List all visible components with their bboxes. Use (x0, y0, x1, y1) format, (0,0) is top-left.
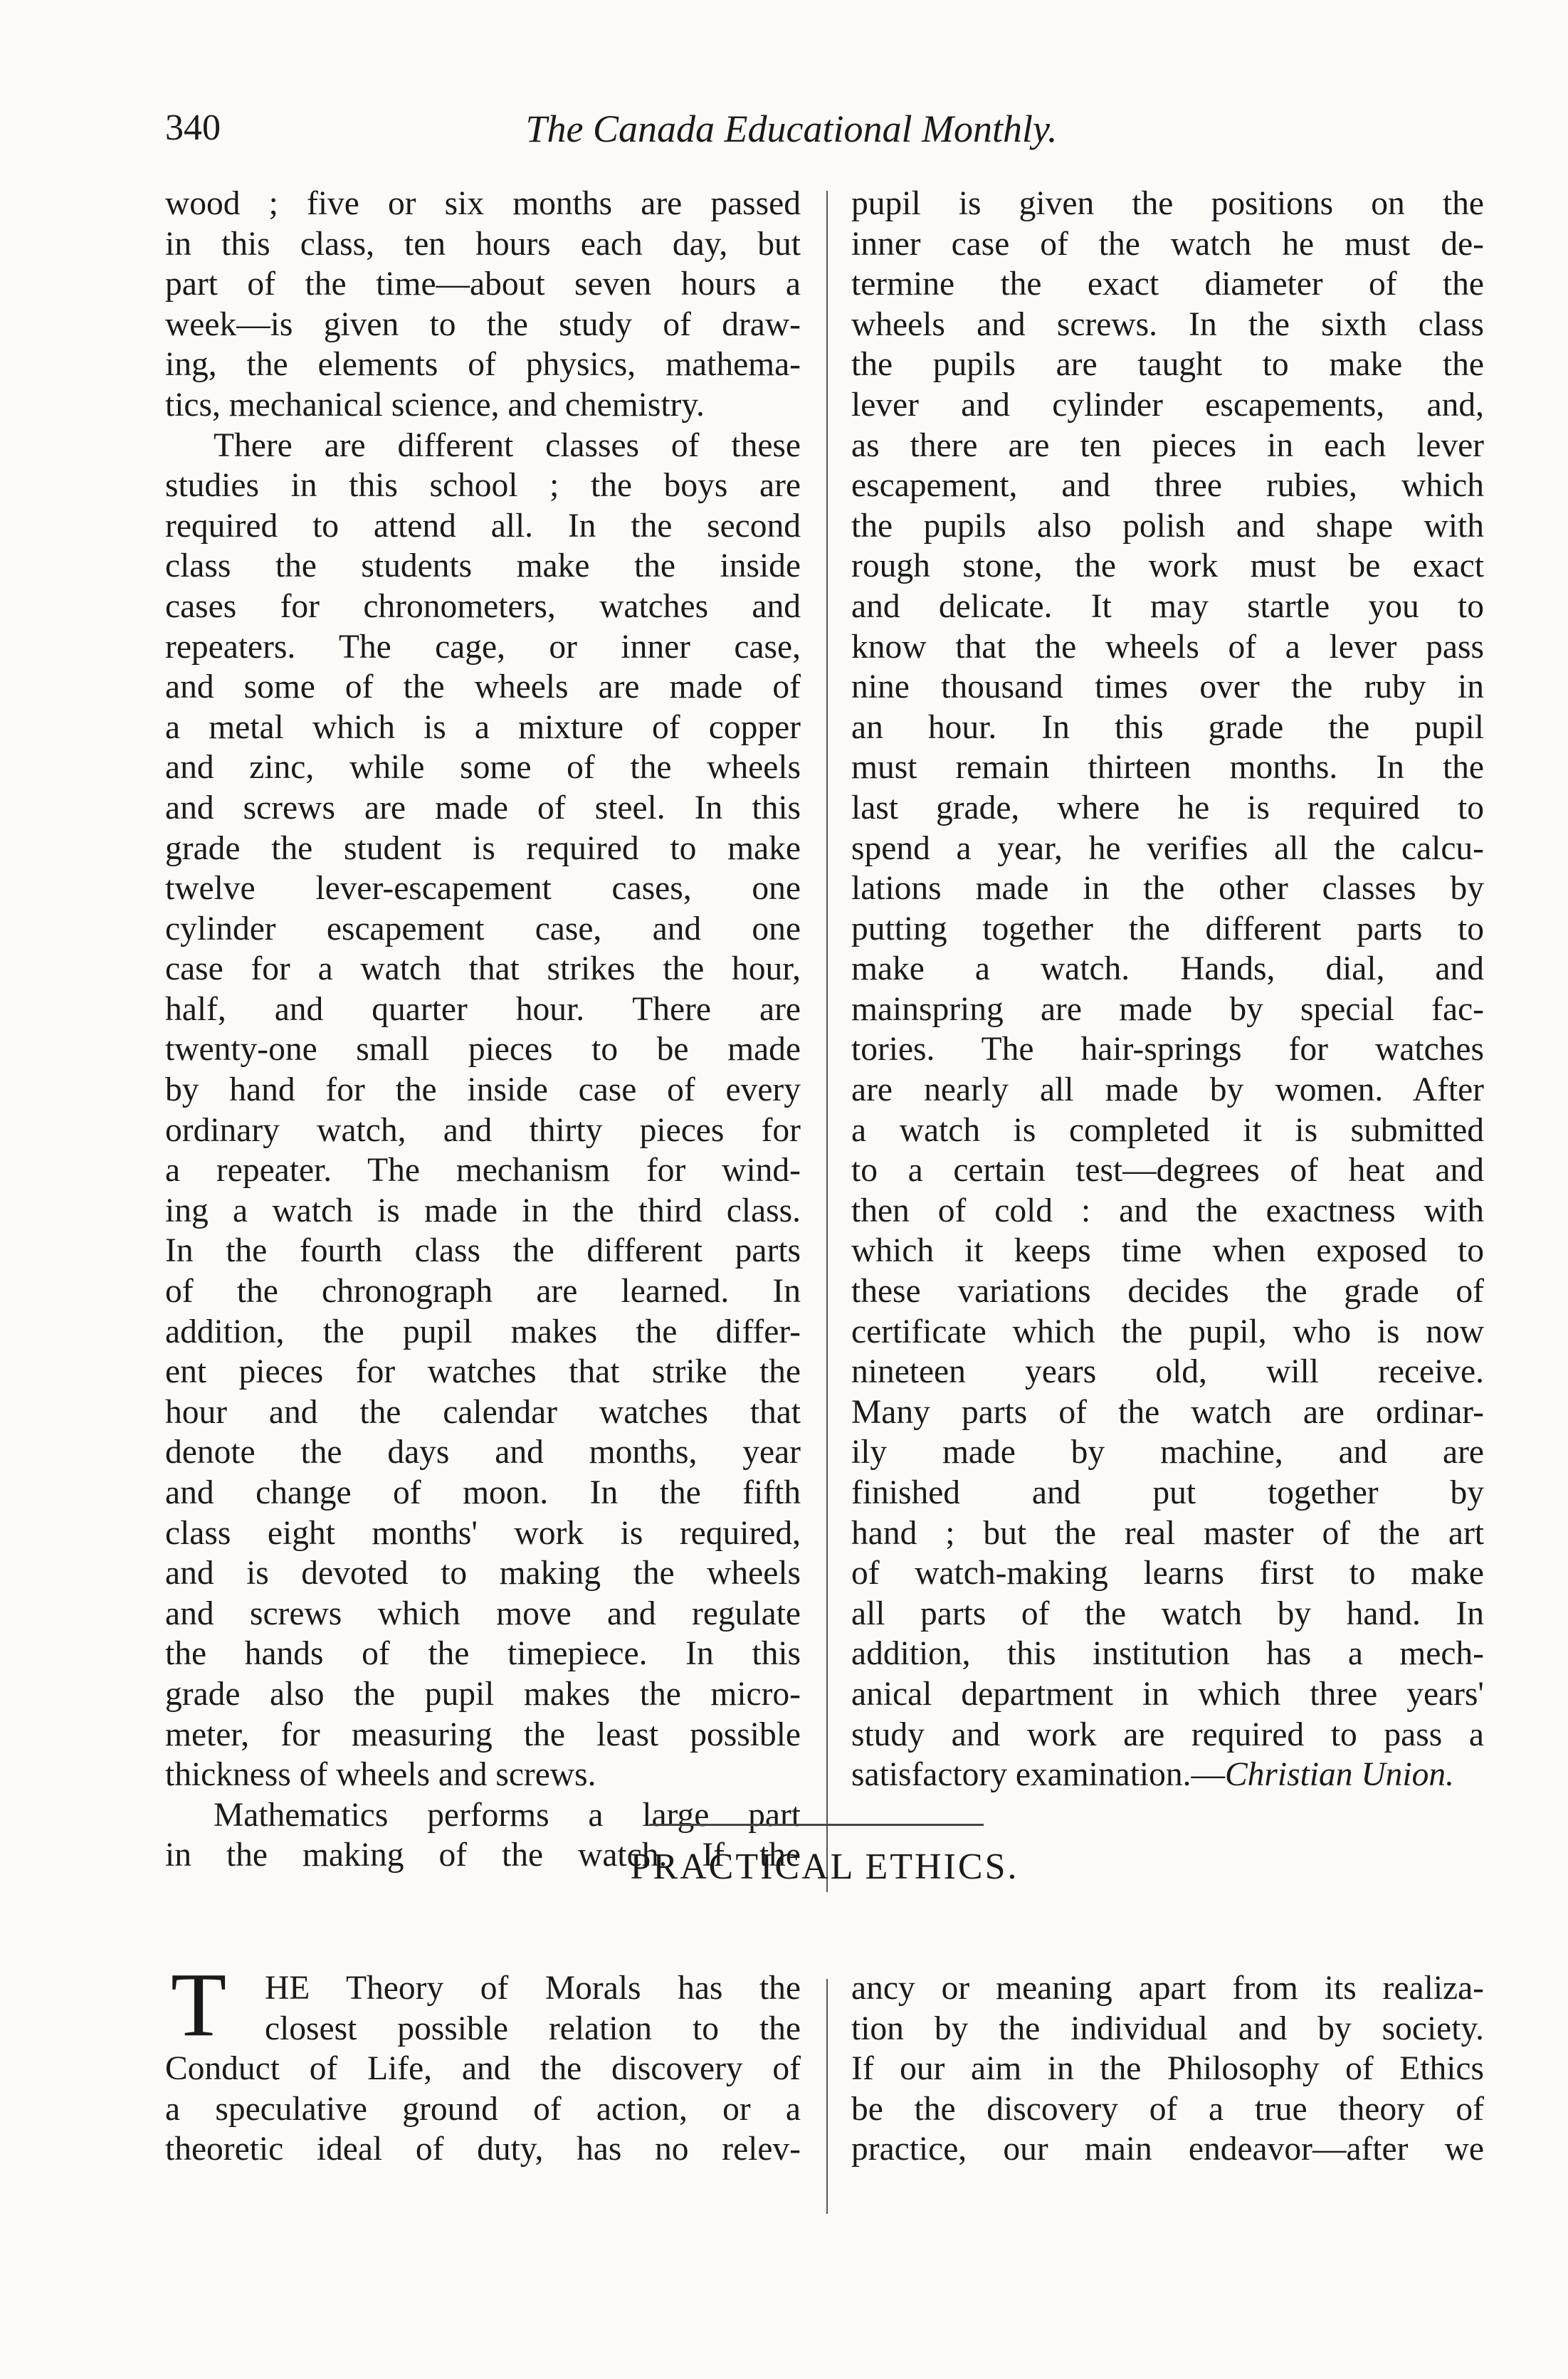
text-line: hour and the calendar watches that (165, 1393, 801, 1431)
text-line: a watch is completed it is submitted (851, 1111, 1484, 1149)
text-line: case for a watch that strikes the hour, (165, 950, 801, 988)
text-line (851, 1755, 1484, 1795)
text-line: Conduct of Life, and the discovery of (165, 2050, 801, 2088)
text-line: nineteen years old, will receive. (851, 1353, 1484, 1391)
text-line: and is devoted to making the wheels (165, 1555, 801, 1592)
text-line: must remain thirteen months. In the (851, 749, 1484, 787)
text-line: ing a watch is made in the third class. (165, 1192, 801, 1229)
text-line: in this class, ten hours each day, but (165, 225, 801, 263)
text-line: by hand for the inside case of every (165, 1071, 801, 1109)
text-line: There are different classes of these (214, 426, 801, 464)
text-line: in the making of the watch. If the (165, 1837, 801, 1874)
text-line: and screws are made of steel. In this (165, 789, 801, 826)
text-line: nine thousand times over the ruby in (851, 668, 1484, 706)
text-line: as there are ten pieces in each lever (851, 426, 1484, 464)
text-line: the pupils are taught to make the (851, 346, 1484, 384)
text-line: termine the exact diameter of the (851, 266, 1484, 303)
text-line: tories. The hair-springs for watches (851, 1031, 1484, 1068)
text-line: If our aim in the Philosophy of Ethics (851, 2050, 1484, 2088)
text-line: addition, the pupil makes the differ- (165, 1313, 801, 1350)
section-heading: PRACTICAL ETHICS. (630, 1847, 1019, 1887)
text-line: mainspring are made by special fac- (851, 990, 1484, 1028)
text-line: addition, this institution has a mech- (851, 1635, 1484, 1673)
text-line: ancy or meaning apart from its realiza- (851, 1970, 1484, 2007)
text-line: thickness of wheels and screws. (165, 1756, 596, 1794)
text-line: HE Theory of Morals has the (265, 1970, 801, 2007)
text-line: then of cold : and the exactness with (851, 1192, 1484, 1229)
text-line: an hour. In this grade the pupil (851, 708, 1484, 746)
text-line: lever and cylinder escapements, and, (851, 386, 1484, 424)
text-line: are nearly all made by women. After (851, 1071, 1484, 1109)
text-line: the pupils also polish and shape with (851, 507, 1484, 545)
text-line: anical department in which three years' (851, 1675, 1484, 1713)
text-line: inner case of the watch he must de- (851, 225, 1484, 263)
article-left-column (165, 184, 801, 1876)
text-line: meter, for measuring the least possible (165, 1716, 801, 1753)
section-divider (649, 1824, 984, 1826)
text-line: closest possible relation to the (265, 2010, 801, 2047)
text-line: grade also the pupil makes the micro- (165, 1675, 801, 1713)
text-line: and change of moon. In the fifth (165, 1474, 801, 1511)
text-line: cylinder escapement case, and one (165, 910, 801, 947)
article2-left-column (165, 1968, 801, 2170)
text-line: studies in this school ; the boys are (165, 467, 801, 505)
text-line: pupil is given the positions on the (851, 185, 1484, 222)
text-line: a speculative ground of action, or a (165, 2090, 801, 2128)
text-line: week—is given to the study of draw- (165, 305, 801, 343)
page-header (165, 107, 1418, 157)
text-line: twelve lever-escapement cases, one (165, 870, 801, 908)
text-line: grade the student is required to make (165, 829, 801, 867)
text-line: class eight months' work is required, (165, 1514, 801, 1552)
article2-right-column (851, 1968, 1484, 2170)
text-line: lations made in the other classes by (851, 870, 1484, 908)
text-line: repeaters. The cage, or inner case, (165, 628, 801, 666)
text-line: a metal which is a mixture of copper (165, 708, 801, 746)
text-line: putting together the different parts to (851, 910, 1484, 947)
text-line: tion by the individual and by society. (851, 2010, 1484, 2047)
text-line: cases for chronometers, watches and (165, 587, 801, 625)
article-right-column (851, 184, 1484, 1795)
text-line: and zinc, while some of the wheels (165, 749, 801, 787)
text-line: class the students make the inside (165, 547, 801, 585)
running-title: The Canada Educational Monthly. (525, 107, 1058, 150)
text-line: of the chronograph are learned. In (165, 1273, 801, 1311)
text-line: ily made by machine, and are (851, 1434, 1484, 1471)
text-line: rough stone, the work must be exact (851, 547, 1484, 585)
text-line: half, and quarter hour. There are (165, 990, 801, 1028)
text-line: theoretic ideal of duty, has no relev- (165, 2131, 801, 2168)
text-line: and screws which move and regulate (165, 1595, 801, 1632)
text-line: a repeater. The mechanism for wind- (165, 1152, 801, 1190)
text-line: Many parts of the watch are ordinar- (851, 1393, 1484, 1431)
column-divider (826, 1979, 828, 2214)
text-line: know that the wheels of a lever pass (851, 628, 1484, 666)
text-line: of watch-making learns first to make (851, 1555, 1484, 1592)
text-line: ent pieces for watches that strike the (165, 1353, 801, 1391)
text-line: escapement, and three rubies, which (851, 467, 1484, 505)
text-line: practice, our main endeavor—after we (851, 2131, 1484, 2168)
text-line: which it keeps time when exposed to (851, 1232, 1484, 1270)
text-line: and delicate. It may startle you to (851, 587, 1484, 625)
source-credit: Christian Union. (1224, 1756, 1454, 1794)
text-line: all parts of the watch by hand. In (851, 1595, 1484, 1632)
page-number: 340 (165, 107, 221, 148)
text-line: denote the days and months, year (165, 1434, 801, 1471)
text-line: In the fourth class the different parts (165, 1232, 801, 1270)
text-line: study and work are required to pass a (851, 1716, 1484, 1753)
text-line: ordinary watch, and thirty pieces for (165, 1111, 801, 1149)
text-line: and some of the wheels are made of (165, 668, 801, 706)
text-line: hand ; but the real master of the art (851, 1514, 1484, 1552)
text-line: finished and put together by (851, 1474, 1484, 1511)
text-line: Mathematics performs a large part (214, 1796, 801, 1834)
text-line: wheels and screws. In the sixth class (851, 305, 1484, 343)
text-line: required to attend all. In the second (165, 507, 801, 545)
column-divider (826, 191, 828, 1892)
text-line: part of the time—about seven hours a (165, 266, 801, 303)
text-line: tics, mechanical science, and chemistry. (165, 386, 705, 424)
text-line: last grade, where he is required to (851, 789, 1484, 826)
text-line: wood ; five or six months are passed (165, 185, 801, 222)
text-line: spend a year, he verifies all the calcu- (851, 829, 1484, 867)
text-line: these variations decides the grade of (851, 1273, 1484, 1311)
text-line: make a watch. Hands, dial, and (851, 950, 1484, 988)
text-line: be the discovery of a true theory of (851, 2090, 1484, 2128)
text-line: ing, the elements of physics, mathema- (165, 346, 801, 384)
text-line: twenty-one small pieces to be made (165, 1031, 801, 1068)
text-line: to a certain test—degrees of heat and (851, 1152, 1484, 1190)
text-line: the hands of the timepiece. In this (165, 1635, 801, 1673)
text-line-end: satisfactory examination.— (851, 1756, 1225, 1794)
text-line: certificate which the pupil, who is now (851, 1313, 1484, 1350)
drop-cap: T (171, 1954, 227, 2055)
